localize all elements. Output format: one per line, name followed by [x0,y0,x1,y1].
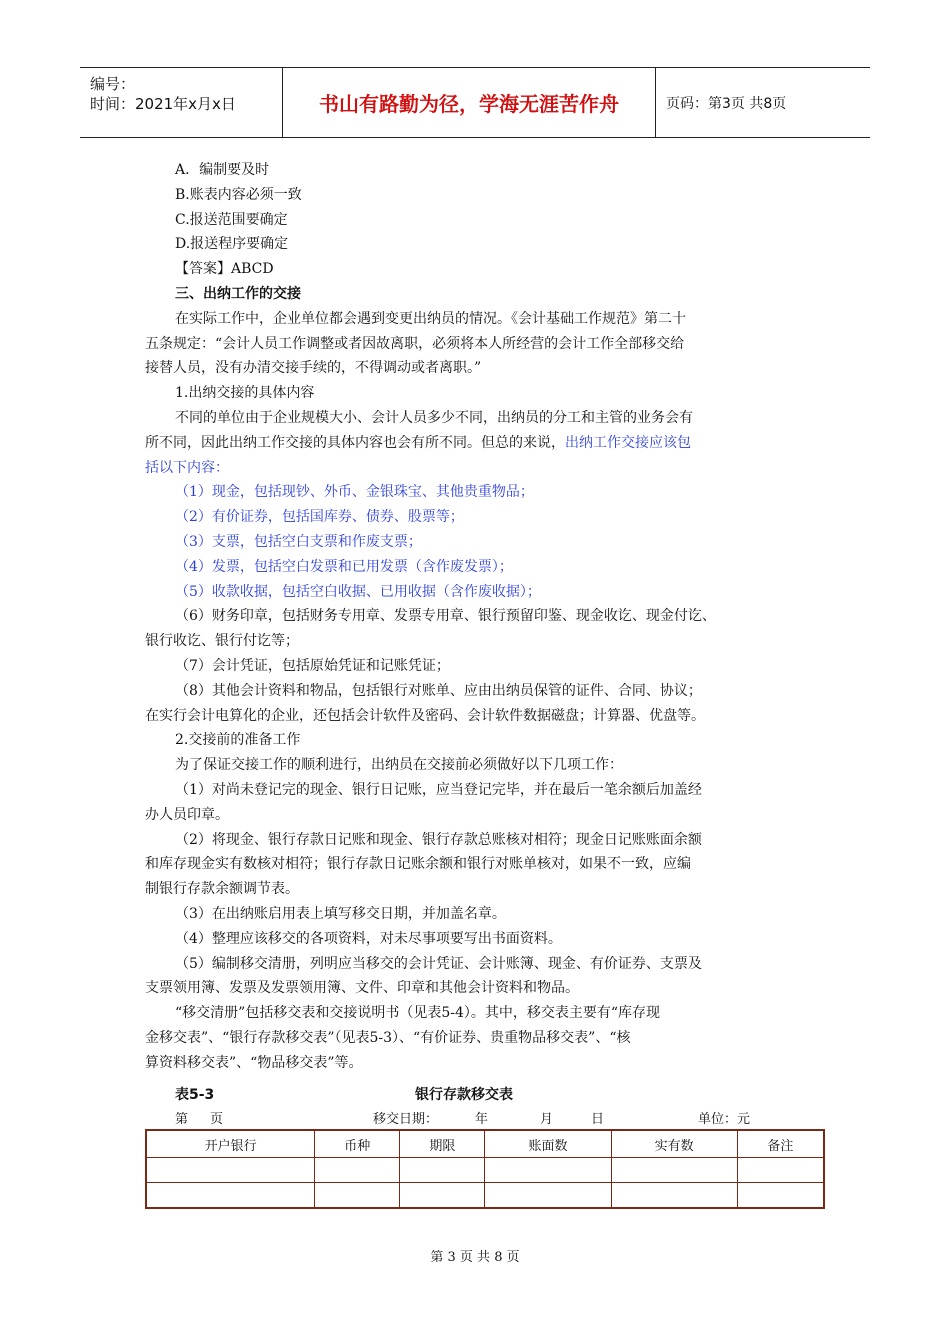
meta-year: 年 [475,1112,489,1127]
register-paragraph-line: 算资料移交表”、“物品移交表”等。 [145,1054,363,1071]
table-cell [400,1183,485,1209]
prep-item-1-cont: 办人员印章。 [145,806,229,823]
register-paragraph-line: 金移交表”、“银行存款移交表”（见表5-3）、“有价证券、贵重物品移交表”、“核 [145,1029,631,1046]
handover-item-5: （5）收款收据，包括空白收据、已用收据（含作废收据）； [175,583,541,600]
table-cell [315,1183,400,1209]
register-paragraph-line: “移交清册”包括移交表和交接说明书（见表5-4）。其中，移交表主要有“库存现 [175,1005,661,1022]
meta-page-di: 第 [175,1112,189,1127]
table-cell [485,1183,611,1209]
table-cell [737,1183,824,1209]
table-title: 银行存款移交表 [415,1087,513,1103]
column-header: 期限 [400,1130,485,1158]
table-cell [485,1158,611,1183]
table-row [146,1183,824,1209]
column-header: 币种 [315,1130,400,1158]
intro-paragraph-line: 接替人员，没有办清交接手续的，不得调动或者离职。” [145,360,482,377]
subsection-1-title: 1.出纳交接的具体内容 [175,385,315,402]
table-row [146,1158,824,1183]
prep-item-1: （1）对尚未登记完的现金、银行日记账，应当登记完毕，并在最后一笔余额后加盖经 [175,781,702,798]
option-d: D.报送程序要确定 [175,236,289,253]
sub1-highlight-text: 出纳工作交接应该包 [565,434,691,451]
handover-item-6: （6）财务印章，包括财务专用章、发票专用章、银行预留印鉴、现金收讫、现金付讫、 [175,608,716,625]
meta-page-ye: 页 [210,1112,224,1127]
column-header: 账面数 [485,1130,611,1158]
sub2-intro: 为了保证交接工作的顺利进行，出纳员在交接前必须做好以下几项工作： [175,757,623,774]
prep-item-3: （3）在出纳账启用表上填写移交日期，并加盖名章。 [175,905,506,922]
handover-item-4: （4）发票，包括空白发票和已用发票（含作废发票）； [175,558,513,575]
table-cell [611,1158,737,1183]
column-header: 开户银行 [146,1130,315,1158]
table-header-row [146,1130,824,1158]
meta-month: 月 [540,1112,554,1127]
table-caption [175,1084,815,1104]
sub1-paragraph-line: 不同的单位由于企业规模大小、会计人员多少不同，出纳员的分工和主管的业务会有 [175,409,693,426]
meta-unit: 单位：元 [698,1112,751,1127]
prep-item-2-cont: 和库存现金实有数核对相符；银行存款日记账余额和银行对账单核对，如果不一致，应编 [145,856,691,873]
meta-day: 日 [591,1112,605,1127]
option-b: B.账表内容必须一致 [175,186,302,203]
header-meta-cell [80,68,283,137]
document-number-label: 编号： [90,75,136,93]
option-a: A．编制要及时 [175,162,270,178]
document-body [145,158,825,1075]
header-page-info: 页码：第3页 共8页 [666,95,787,112]
handover-item-6-cont: 银行收讫、银行付讫等； [145,633,299,650]
table-cell [611,1183,737,1209]
column-header: 备注 [737,1130,824,1158]
page-header [80,67,870,138]
sub1-paragraph-line [145,431,825,456]
table-cell [146,1158,315,1183]
prep-item-5: （5）编制移交清册，列明应当移交的会计凭证、会计账簿、现金、有价证券、支票及 [175,955,702,972]
handover-item-8: （8）其他会计资料和物品，包括银行对账单、应由出纳员保管的证件、合同、协议； [175,682,702,699]
handover-item-3: （3）支票，包括空白支票和作废支票； [175,533,422,550]
page-footer: 第 3 页 共 8 页 [430,1250,520,1265]
subsection-2-title: 2.交接前的准备工作 [175,732,301,749]
prep-item-5-cont: 支票领用簿、发票及发票领用簿、文件、印章和其他会计资料和物品。 [145,980,579,997]
handover-item-1: （1）现金，包括现钞、外币、金银珠宝、其他贵重物品； [175,484,534,501]
header-motto-cell [283,68,656,137]
option-c: C.报送范围要确定 [175,211,288,228]
intro-paragraph-line: 在实际工作中，企业单位都会遇到变更出纳员的情况。《会计基础工作规范》第二十 [175,310,686,327]
prep-item-4: （4）整理应该移交的各项资料，对未尽事项要写出书面资料。 [175,930,562,947]
answer-line: 【答案】ABCD [175,261,274,278]
table-cell [146,1183,315,1209]
sub1-highlight-text: 括以下内容： [145,459,229,476]
intro-paragraph-line: 五条规定：“会计人员工作调整或者因故离职，必须将本人所经营的会计工作全部移交给 [145,335,685,352]
header-motto: 书山有路勤为径，学海无涯苦作舟 [319,92,619,116]
handover-item-2: （2）有价证券，包括国库券、债券、股票等； [175,509,464,526]
table-cell [400,1158,485,1183]
section-title: 三、出纳工作的交接 [175,285,301,302]
handover-item-7: （7）会计凭证，包括原始凭证和记账凭证； [175,657,450,674]
table-number: 表5-3 [175,1087,215,1103]
prep-item-2-cont: 制银行存款余额调节表。 [145,881,299,898]
prep-item-2: （2）将现金、银行存款日记账和现金、银行存款总账核对相符；现金日记账账面余额 [175,831,702,848]
header-page-cell [656,68,870,137]
table-cell [737,1158,824,1183]
table-meta-row [145,1108,825,1128]
column-header: 实有数 [611,1130,737,1158]
bank-deposit-transfer-table [145,1129,825,1209]
meta-date-label: 移交日期： [373,1112,439,1127]
sub1-plain-text: 所不同，因此出纳工作交接的具体内容也会有所不同。但总的来说， [145,434,565,451]
document-time-label: 时间：2021年x月x日 [90,95,236,113]
table-cell [315,1158,400,1183]
handover-item-8-cont: 在实行会计电算化的企业，还包括会计软件及密码、会计软件数据磁盘；计算器、优盘等。 [145,707,705,724]
